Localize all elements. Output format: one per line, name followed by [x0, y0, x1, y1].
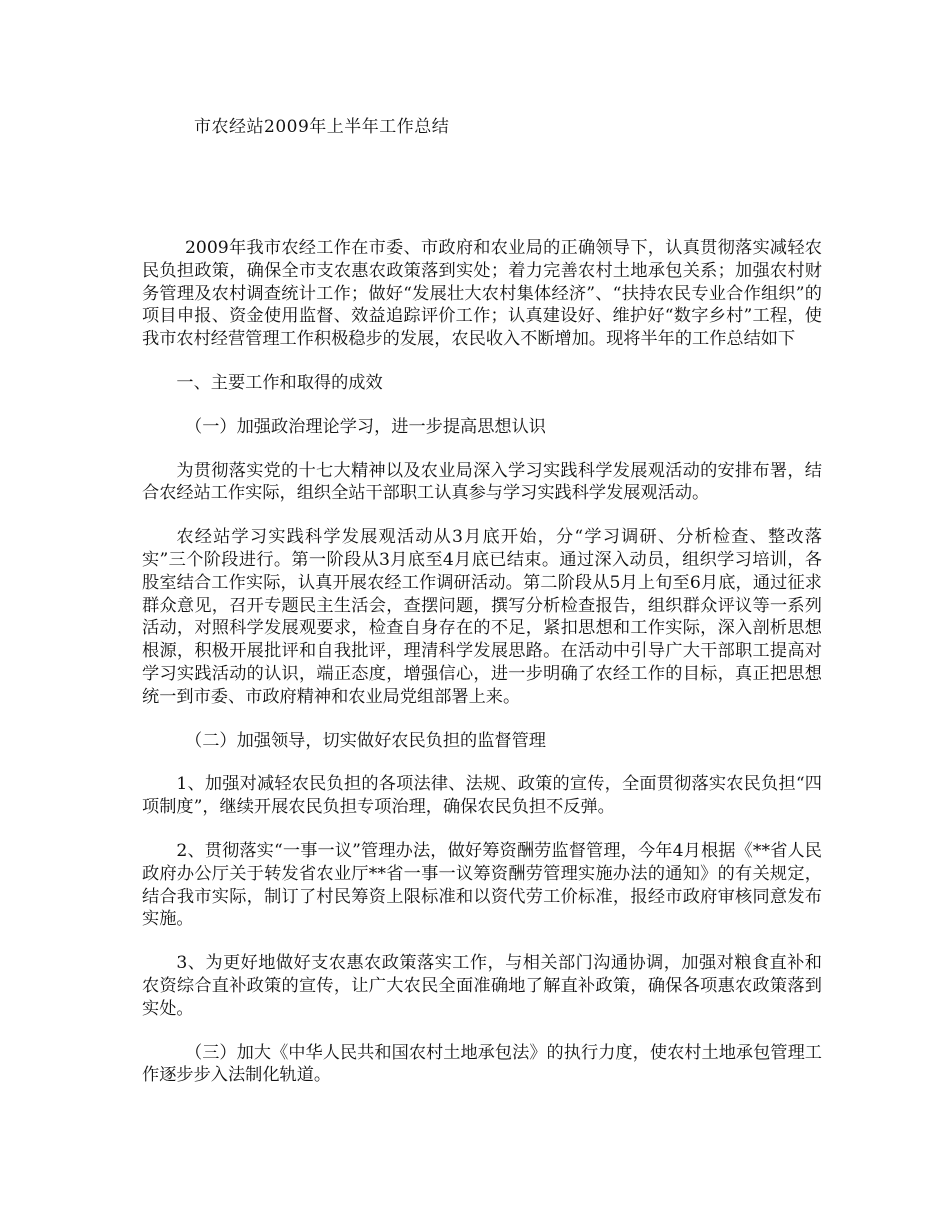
subsection-heading-3: （三）加大《中华人民共和国农村土地承包法》的执行力度，使农村土地承包管理工作逐步步入法制化轨道。	[142, 1042, 822, 1086]
list-item-paragraph: 2、贯彻落实“一事一议”管理办法，做好筹资酬劳监督管理，今年4月根据《**省人民政府办公厅关于转发省农业厅**省一事一议筹资酬劳管理实施办法的通知》的有关规定，结合我市实际，制订了村民筹资上限标准和以资代劳工价标准，报经市政府审核同意发布实施。	[142, 840, 822, 930]
list-item-paragraph: 1、加强对减轻农民负担的各项法律、法规、政策的宣传，全面贯彻落实农民负担“四项制度”，继续开展农民负担专项治理，确保农民负担不反弹。	[142, 774, 822, 818]
subsection-heading-1: （一）加强政治理论学习，进一步提高思想认识	[185, 416, 546, 437]
body-paragraph: 农经站学习实践科学发展观活动从3月底开始，分“学习调研、分析检查、整改落实”三个阶段进行。第一阶段从3月底至4月底已结束。通过深入动员，组织学习培训，各股室结合工作实际，认真开展农经工作调研活动。第二阶段从5月上旬至6月底，通过征求群众意见，召开专题民主生活会，查摆问题，撰写分析检查报告，组织群众评议等一系列活动，对照科学发展观要求，检查自身存在的不足，紧扣思想和工作实际，深入剖析思想根源，积极开展批评和自我批评，理清科学发展思路。在活动中引导广大干部职工提高对学习实践活动的认识，端正态度，增强信心，进一步明确了农经工作的目标，真正把思想统一到市委、市政府精神和农业局党组部署上来。	[142, 527, 822, 707]
list-item-paragraph: 3、为更好地做好支农惠农政策落实工作，与相关部门沟通协调，加强对粮食直补和农资综合直补政策的宣传，让广大农民全面准确地了解直补政策，确保各项惠农政策落到实处。	[142, 953, 822, 1019]
section-heading-1: 一、主要工作和取得的成效	[176, 372, 383, 393]
document-title: 市农经站2009年上半年工作总结	[194, 117, 450, 137]
intro-paragraph: 2009年我市农经工作在市委、市政府和农业局的正确领导下，认真贯彻落实减轻农民负担政策，确保全市支农惠农政策落到实处；着力完善农村土地承包关系；加强农村财务管理及农村调查统计工作；做好“发展壮大农村集体经济”、“扶持农民专业合作组织”的项目申报、资金使用监督、效益追踪评价工作；认真建设好、维护好“数字乡村”工程，使我市农村经营管理工作积极稳步的发展，农民收入不断增加。现将半年的工作总结如下	[142, 238, 822, 350]
document-body	[142, 237, 822, 1108]
subsection-heading-2: （二）加强领导，切实做好农民负担的监督管理	[185, 730, 546, 751]
body-paragraph: 为贯彻落实党的十七大精神以及农业局深入学习实践科学发展观活动的安排布署，结合农经站工作实际，组织全站干部职工认真参与学习实践科学发展观活动。	[142, 460, 822, 504]
